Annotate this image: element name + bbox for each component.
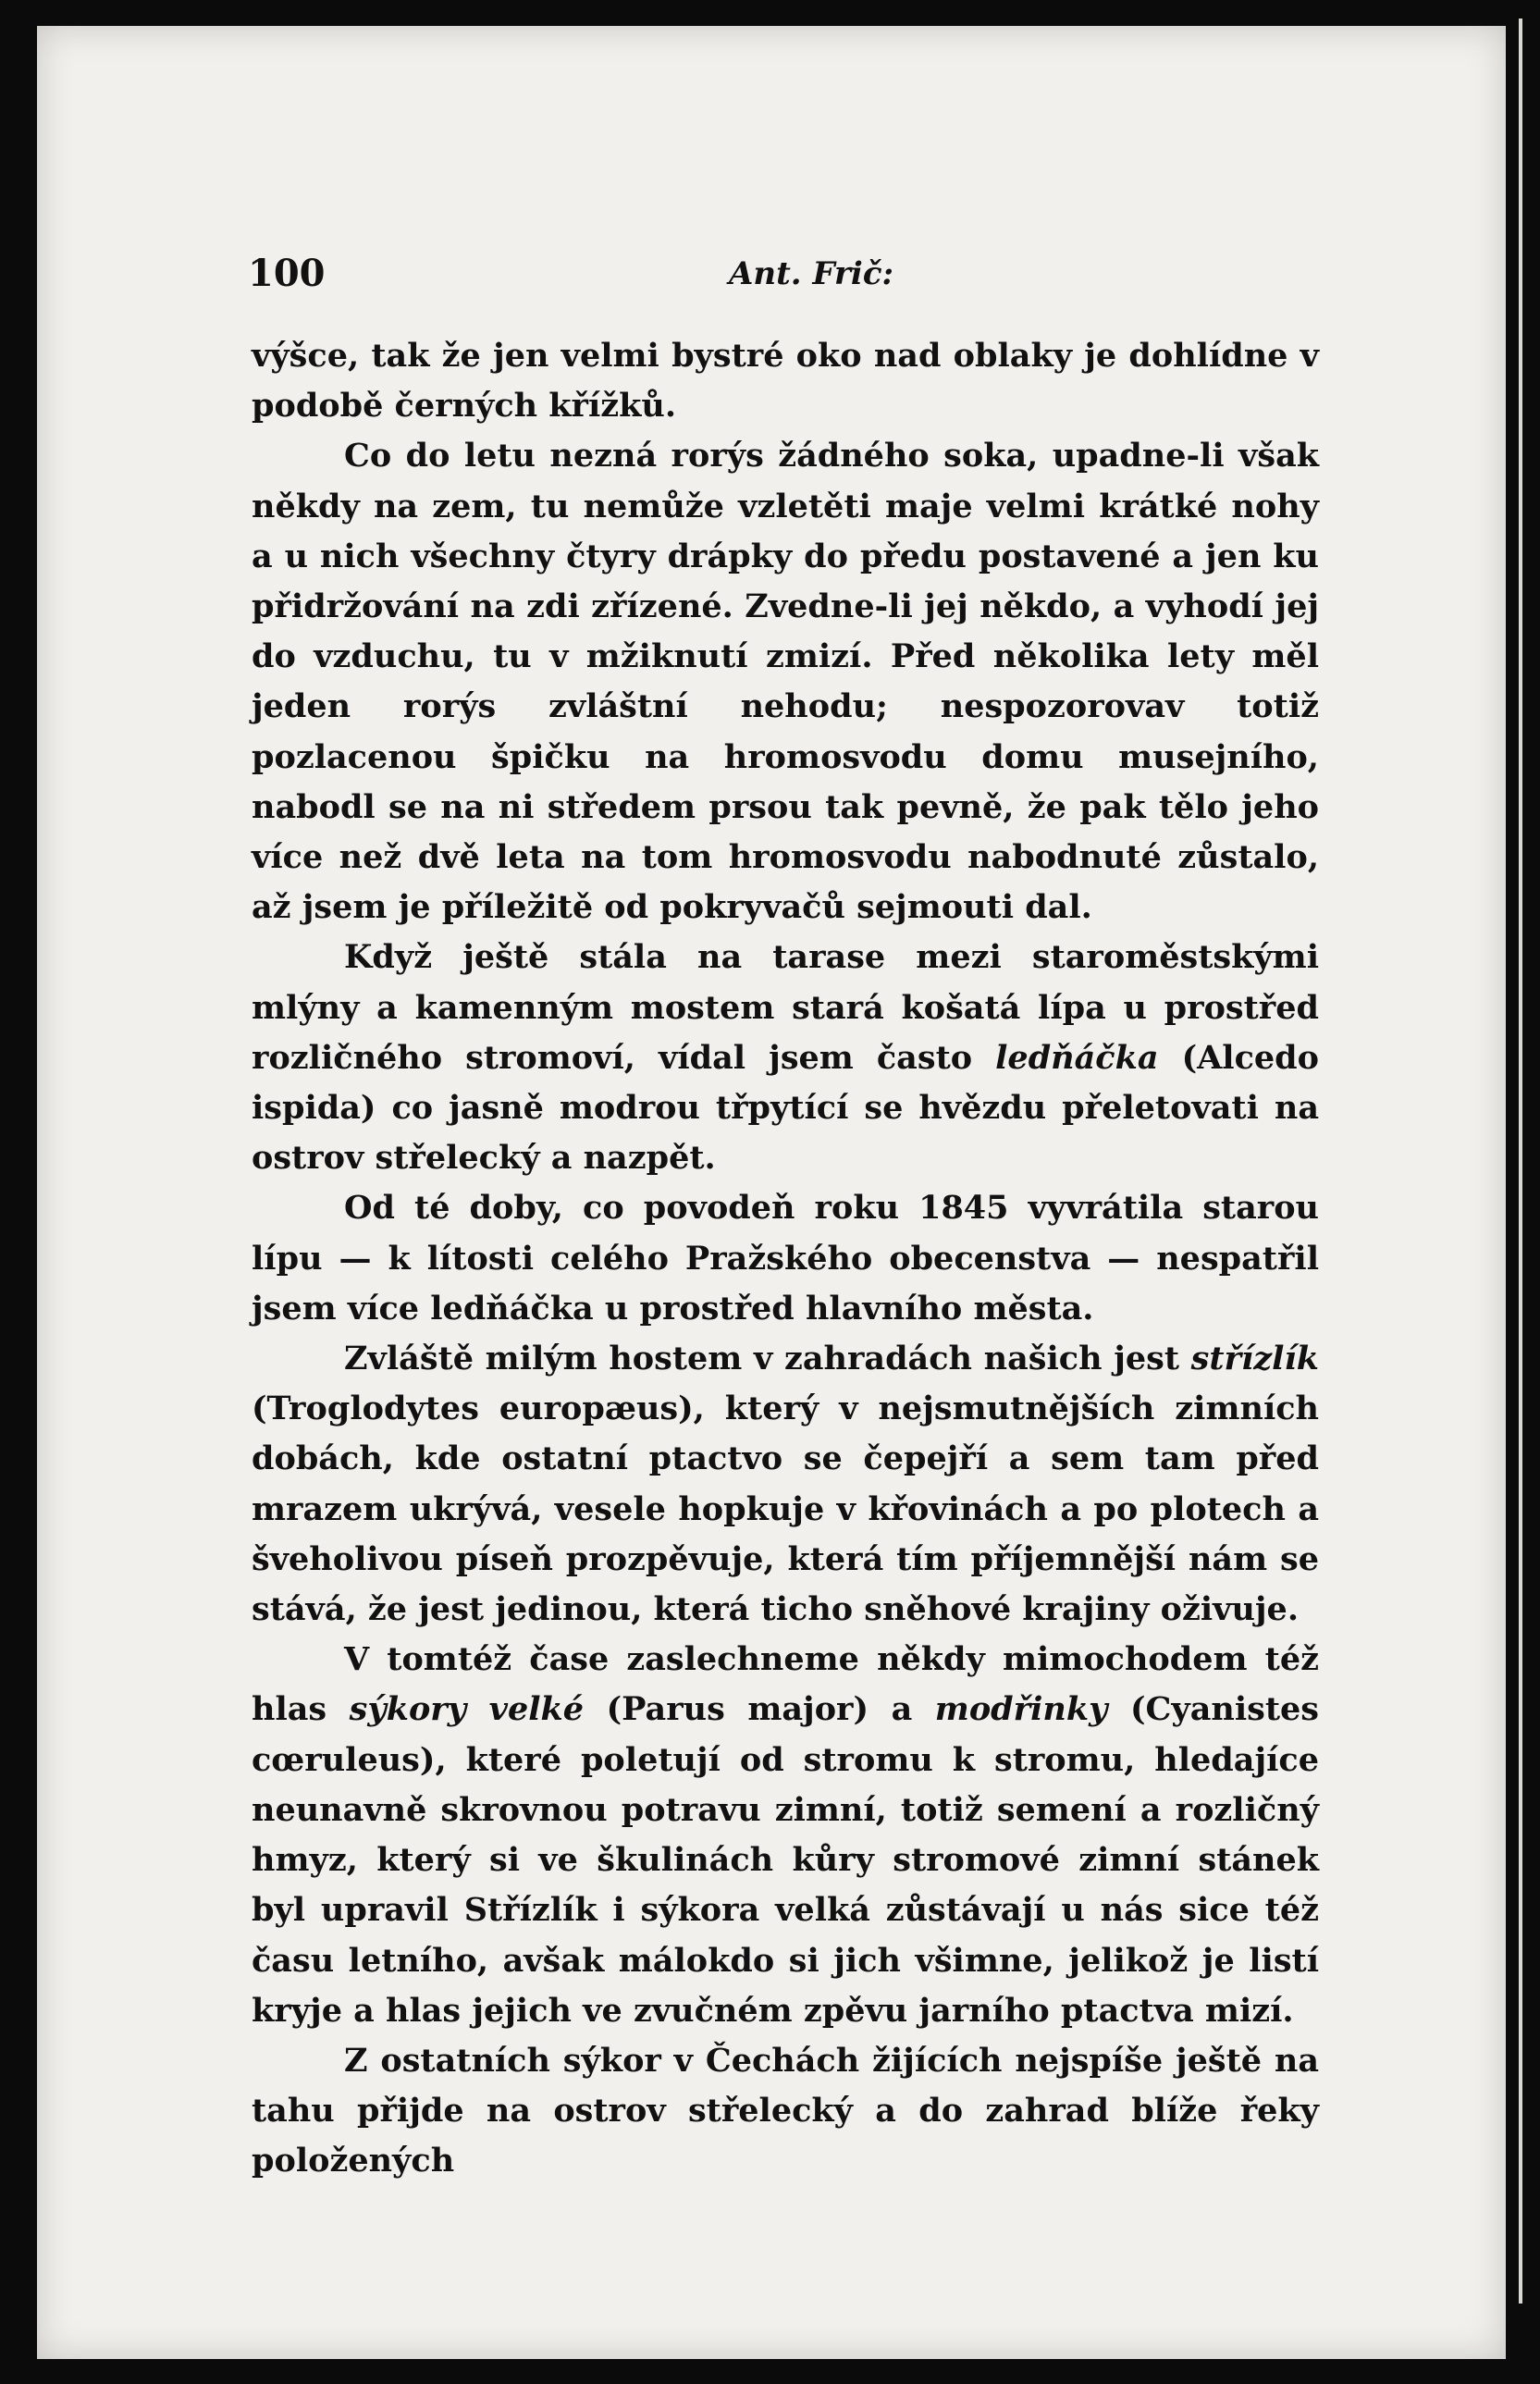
text-run: (Troglodytes europæus), který v nejsmutnějších zimních dobách, kde ostatní ptactvo se čepejří a sem tam před mrazem ukrývá, vesele hopkuje v křovinách a po plotech a šveholivou píseň prozpěvuje, která tím příjemnější nám se stává, že jest jedinou, která ticho sněhové krajiny oživuje.: [252, 1390, 1319, 1629]
paragraph: [252, 2036, 1319, 2187]
text-run: Zvláště milým hostem v zahradách našich jest: [344, 1340, 1191, 1378]
running-head: Ant. Frič:: [729, 255, 894, 292]
text-run: (Cyanistes cœruleus), které poletují od stromu k stromu, hledajíce neunavně skrovnou potravu zimní, totiž semení a rozličný hmyz, který si ve škulinách kůry stromové zimní stánek byl upravil Střízlík i sýkora velká zůstávají u nás sice též času letního, avšak málokdo si jich všimne, jelikož je listí kryje a hlas jejich ve zvučném zpěvu jarního ptactva mizí.: [252, 1690, 1319, 2030]
scan-edge: [1506, 0, 1540, 2384]
text-run: výšce, tak že jen velmi bystré oko nad oblaky je dohlídne v podobě černých křížků.: [252, 337, 1319, 426]
paragraph: [252, 331, 1319, 431]
paragraph: [252, 1635, 1319, 2036]
text-run: Když ještě stála na tarase mezi staroměstskými mlýny a kamenným mostem stará košatá lípa u prostřed rozličného stromoví, vídal jsem často: [252, 938, 1319, 1077]
text-run: Co do letu nezná rorýs žádného soka, upadne-li však někdy na zem, tu nemůže vzletěti maje velmi krátké nohy a u nich všechny čtyry drápky do předu postavené a jen ku přidržování na zdi zřízené. Zvedne-li jej někdo, a vyhodí jej do vzduchu, tu v mžiknutí zmizí. Před několika lety měl jeden rorýs zvláštní nehodu; nespozorovav totiž pozlacenou špičku na hromosvodu domu musejního, nabodl se na ni středem prsou tak pevně, že pak tělo jeho více než dvě leta na tom hromosvodu nabodnuté zůstalo, až jsem je příležitě od pokryvačů sejmouti dal.: [252, 437, 1319, 927]
text-run: (Parus major) a: [584, 1690, 935, 1729]
italic-term: střízlík: [1190, 1340, 1319, 1378]
italic-term: ledňáčka: [995, 1038, 1159, 1077]
text-run: (Alcedo ispida) co jasně modrou třpytící se hvězdu přeletovati na ostrov střelecký a nazpět.: [252, 1038, 1320, 1178]
text-run: V tomtéž čase zaslechneme někdy mimochodem též hlas: [252, 1640, 1319, 1729]
body-text: [252, 331, 1319, 2187]
page-header: [248, 252, 1321, 298]
paragraph: [252, 933, 1319, 1183]
page-edge-rule: [1519, 19, 1522, 2304]
page-number: 100: [248, 252, 326, 295]
paragraph: [252, 431, 1319, 933]
paragraph: [252, 1334, 1319, 1635]
italic-term: modřinky: [934, 1690, 1108, 1729]
text-run: Z ostatních sýkor v Čechách žijících nejspíše ještě na tahu přijde na ostrov střelecký a do zahrad blíže řeky položených: [252, 2041, 1319, 2180]
italic-term: sýkory velké: [349, 1690, 585, 1729]
text-run: Od té doby, co povodeň roku 1845 vyvrátila starou lípu — k lítosti celého Pražského obecenstva — nespatřil jsem více ledňáčka u prostřed hlavního města.: [252, 1189, 1319, 1328]
paragraph: [252, 1183, 1319, 1334]
